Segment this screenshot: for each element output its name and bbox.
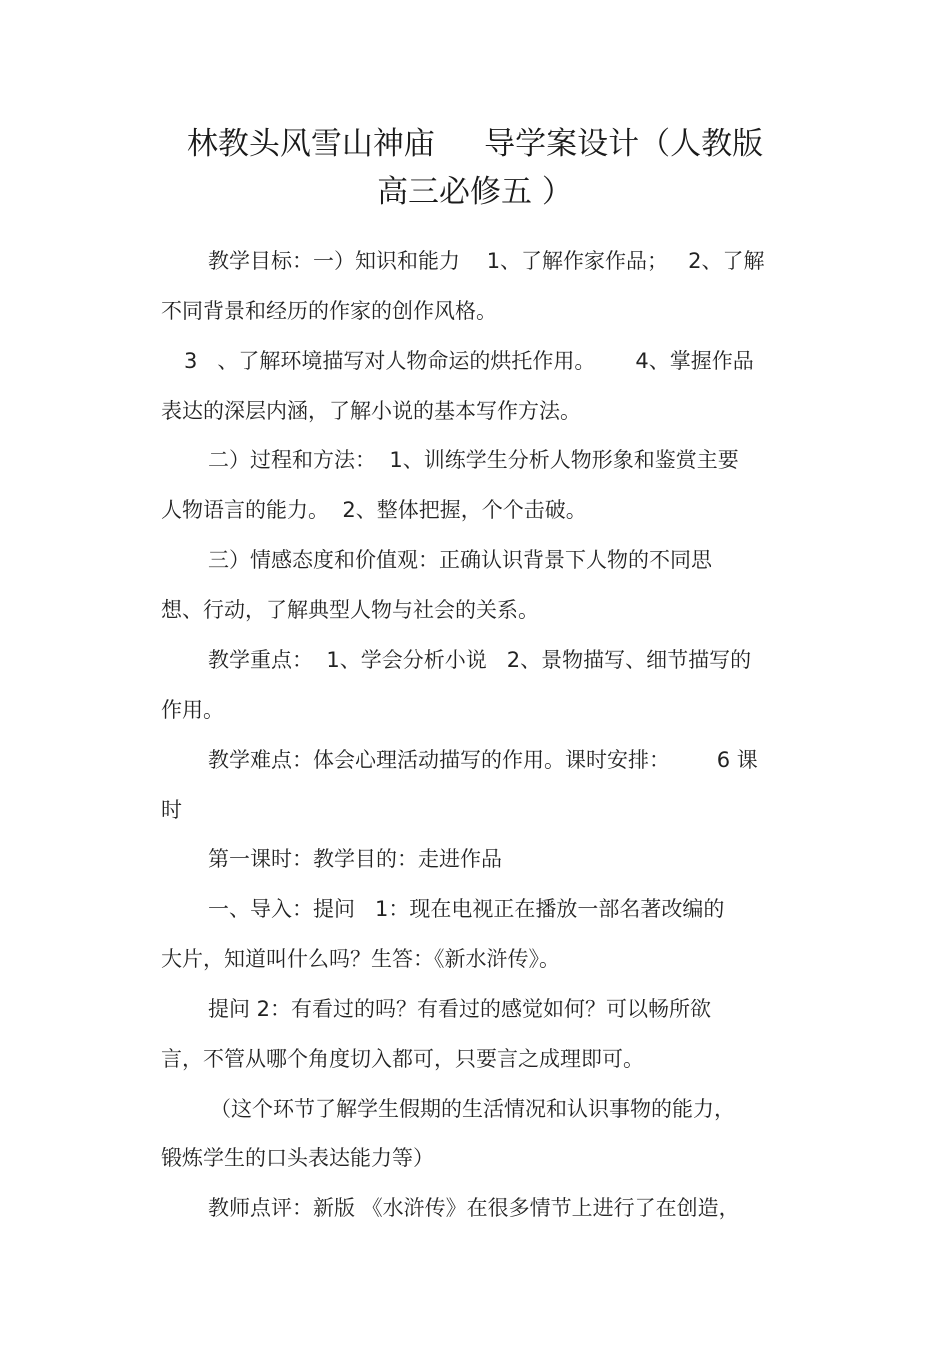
document-title-line-2: 高三必修五 ） (377, 174, 573, 210)
paragraph-line: 想、行动，了解典型人物与社会的关系。 (161, 598, 539, 622)
paragraph-line: 三）情感态度和价值观：正确认识背景下人物的不同思 (208, 548, 712, 572)
paragraph-line: 言，不管从哪个角度切入都可，只要言之成理即可。 (161, 1047, 644, 1071)
paragraph-line: 教学目标：一）知识和能力 1、了解作家作品； 2、了解 (208, 249, 765, 273)
document-title-line-1: 林教头风雪山神庙 导学案设计（人教版 (186, 126, 764, 162)
paragraph-line: 教学重点： 1、学会分析小说 2、景物描写、细节描写的 (208, 648, 752, 672)
paragraph-line: 提问 2：有看过的吗？有看过的感觉如何？可以畅所欲 (208, 997, 712, 1021)
paragraph-line: （这个环节了解学生假期的生活情况和认识事物的能力， (210, 1097, 735, 1121)
paragraph-line: 表达的深层内涵，了解小说的基本写作方法。 (161, 399, 581, 423)
paragraph-line: 第一课时：教学目的：走进作品 (208, 847, 502, 871)
paragraph-line: 时 (161, 798, 182, 822)
paragraph-line: 3 、了解环境描写对人物命运的烘托作用。 4、掌握作品 (184, 349, 754, 373)
paragraph-line: 不同背景和经历的作家的创作风格。 (161, 299, 497, 323)
paragraph-line: 大片，知道叫什么吗？生答：《新水浒传》。 (161, 947, 560, 971)
paragraph-line: 教学难点：体会心理活动描写的作用。课时安排： 6 课 (208, 748, 758, 772)
paragraph-line: 锻炼学生的口头表达能力等） (161, 1146, 434, 1170)
paragraph-line: 教师点评：新版 《水浒传》在很多情节上进行了在创造， (208, 1196, 740, 1220)
paragraph-line: 人物语言的能力。 2、整体把握，个个击破。 (161, 498, 587, 522)
paragraph-line: 一、导入：提问 1：现在电视正在播放一部名著改编的 (208, 897, 725, 921)
paragraph-line: 作用。 (161, 698, 224, 722)
paragraph-line: 二）过程和方法： 1、训练学生分析人物形象和鉴赏主要 (208, 448, 739, 472)
